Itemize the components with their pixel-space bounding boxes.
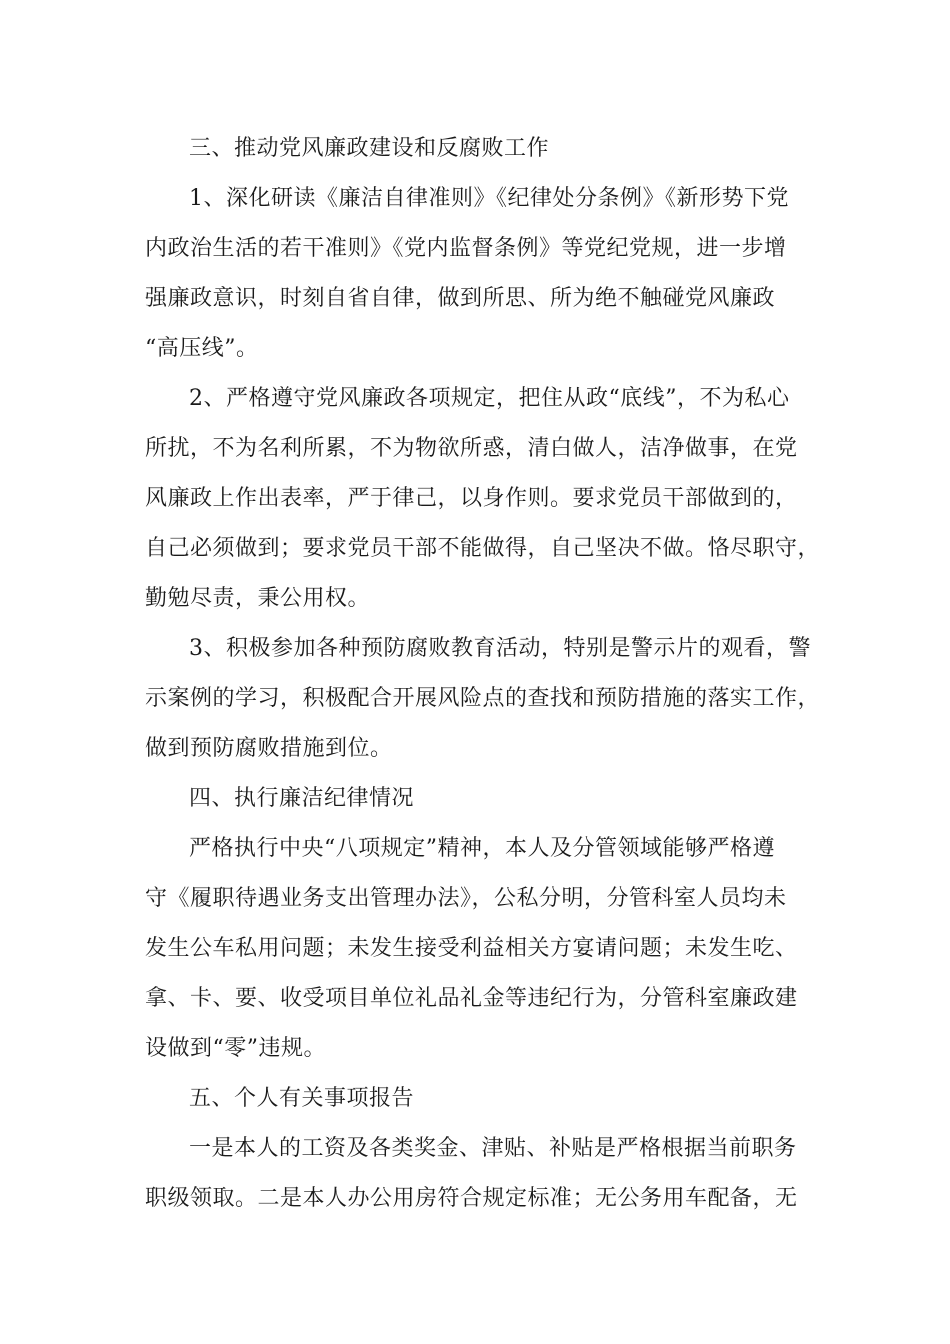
paragraph-line: 2、严格遵守党风廉政各项规定，把住从政“底线”，不为私心 [189, 386, 790, 411]
paragraph-line: 守《履职待遇业务支出管理办法》，公私分明，分管科室人员均未 [145, 886, 787, 911]
paragraph-line: 强廉政意识，时刻自省自律，做到所思、所为绝不触碰党风廉政 [145, 286, 776, 311]
paragraph-line: 内政治生活的若干准则》《党内监督条例》等党纪党规，进一步增 [145, 236, 787, 261]
heading-text: 三、推动党风廉政建设和反腐败工作 [189, 136, 550, 161]
paragraph-line: 3、积极参加各种预防腐败教育活动，特别是警示片的观看，警 [189, 636, 811, 661]
paragraph-5-1 [145, 1124, 825, 1224]
paragraph-3-2 [145, 374, 825, 624]
heading-text: 五、个人有关事项报告 [189, 1086, 415, 1111]
paragraph-line: 所扰，不为名利所累，不为物欲所惑，清白做人，洁净做事，在党 [145, 436, 798, 461]
paragraph-line: 发生公车私用问题；未发生接受利益相关方宴请问题；未发生吃、 [145, 936, 798, 961]
paragraph-line: 自己必须做到；要求党员干部不能做得，自己坚决不做。恪尽职守， [145, 536, 821, 561]
section-heading-3 [145, 124, 825, 174]
paragraph-line: 职级领取。二是本人办公用房符合规定标准；无公务用车配备，无 [145, 1186, 798, 1211]
paragraph-line: 1、深化研读《廉洁自律准则》《纪律处分条例》《新形势下党 [189, 186, 789, 211]
paragraph-line: 做到预防腐败措施到位。 [145, 736, 393, 761]
paragraph-line: 风廉政上作出表率，严于律己，以身作则。要求党员干部做到的， [145, 486, 798, 511]
paragraph-3-3 [145, 624, 825, 774]
paragraph-line: 拿、卡、要、收受项目单位礼品礼金等违纪行为，分管科室廉政建 [145, 986, 798, 1011]
paragraph-3-1 [145, 174, 825, 374]
document-body [145, 124, 825, 1224]
heading-text: 四、执行廉洁纪律情况 [189, 786, 415, 811]
paragraph-line: “高压线”。 [145, 336, 259, 361]
paragraph-4-1 [145, 824, 825, 1074]
paragraph-line: 勤勉尽责，秉公用权。 [145, 586, 371, 611]
paragraph-line: 示案例的学习，积极配合开展风险点的查找和预防措施的落实工作， [145, 686, 821, 711]
section-heading-4 [145, 774, 825, 824]
paragraph-line: 设做到“零”违规。 [145, 1036, 326, 1061]
section-heading-5 [145, 1074, 825, 1124]
paragraph-line: 严格执行中央“八项规定”精神，本人及分管领域能够严格遵 [189, 836, 775, 861]
paragraph-line: 一是本人的工资及各类奖金、津贴、补贴是严格根据当前职务 [189, 1136, 797, 1161]
